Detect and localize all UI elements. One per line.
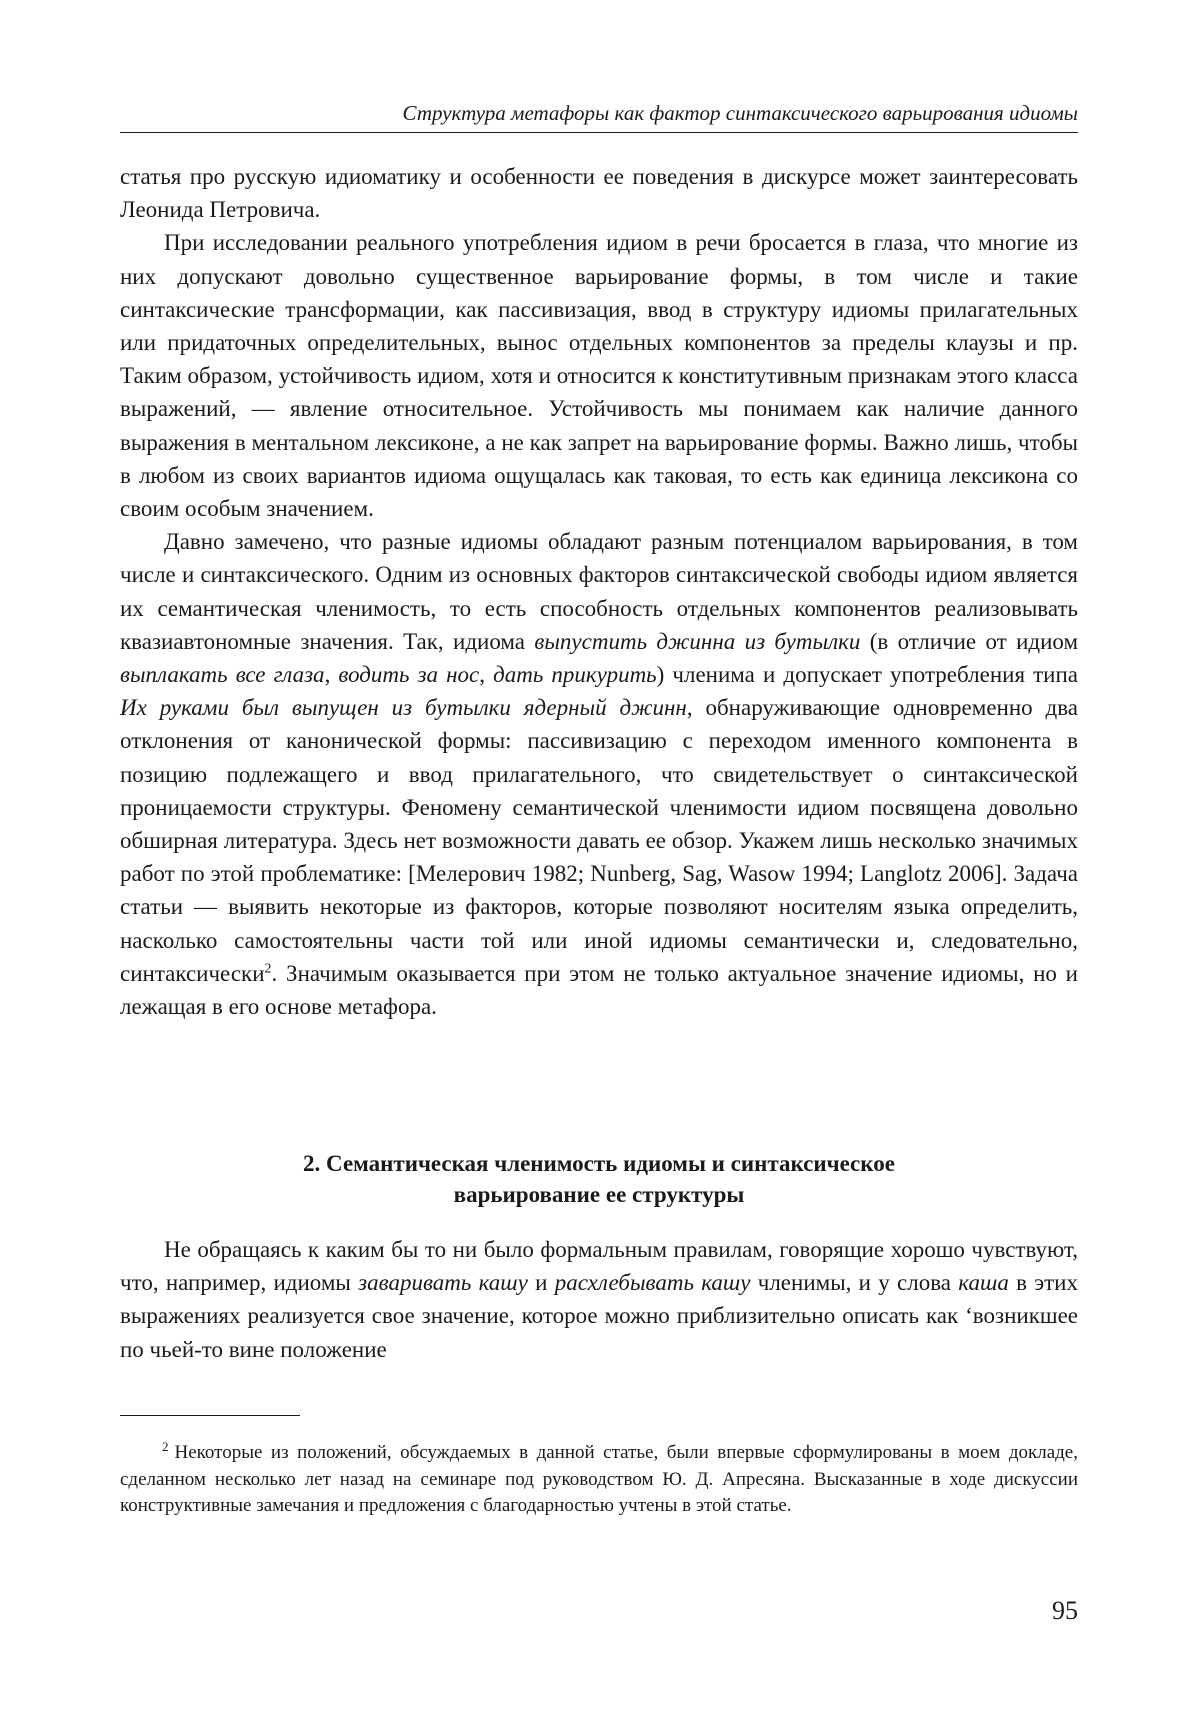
text-run: , обнаруживающие одновременно два отклонения от канонической формы: пассивизацию с переходом именного компонента в позицию подлежащего и ввод прилагательного, что свидетельствует о синтаксической проницаемости структуры. Феномену семантической членимости идиом посвящена довольно обширная литература. Здесь нет возможности давать ее обзор. Укажем лишь несколько значимых работ по этой проблематике: [Мелерович 1982; Nunberg, Sag, Wasow 1994; Langlotz 2006]. Задача статьи — выявить некоторые из факторов, которые позволяют носителям языка определить, насколько самостоятельны части той или иной идиомы семантически и, следовательно, синтаксически — [120, 695, 1078, 986]
text-run: Не обращаясь к каким бы то ни было формальным правилам, говорящие хорошо чувствуют, что, например, идиомы — [120, 1237, 1078, 1296]
text-run: Давно замечено, что разные идиомы обладают разным потенциалом варьирования, в том числе и синтаксического. Одним из основных факторов синтаксической свободы идиом является их семантическая членимость, то есть способность отдельных компонентов реализовывать квазиавтономные значения. Так, идиома — [120, 529, 1078, 654]
text-run: членимы, и у слова — [750, 1270, 959, 1296]
idiom-italic: каша — [958, 1270, 1009, 1296]
section-title-line-2: варьирование ее структуры — [453, 1182, 745, 1207]
paragraph-3 — [120, 525, 1078, 1023]
footnote-text: Некоторые из положений, обсуждаемых в данной статье, были впервые сформулированы в моем докладе, сделанном несколько лет назад на семинаре под руководством Ю. Д. Апресяна. Высказанные в ходе дискуссии конструктивные замечания и предложения с благодарностью учтены в этой статье. — [120, 1442, 1078, 1516]
text-run: , — [479, 662, 494, 688]
idiom-italic: водить за нос — [338, 662, 480, 688]
text-run: ) членима и допускает употребления типа — [656, 662, 1078, 688]
footnote-mark: 2 — [162, 1438, 169, 1454]
footnote — [120, 1440, 1078, 1520]
paragraph-1 — [120, 160, 1078, 226]
page-number: 95 — [1052, 1596, 1078, 1625]
paragraph-2 — [120, 226, 1078, 525]
text-run: (в отличие от идиом — [860, 628, 1079, 654]
idiom-italic: заваривать кашу — [358, 1270, 528, 1296]
text-run: в этих выражениях реализуется свое значение, которое можно приблизительно описать как ‘возникшее по чьей-то вине положение — [120, 1270, 1078, 1362]
idiom-italic: выплакать все глаза — [120, 662, 325, 688]
header-rule — [120, 132, 1078, 133]
body-text — [120, 160, 1078, 1023]
footnote-paragraph — [120, 1440, 1078, 1520]
idiom-italic: выпустить джинна из бутылки — [534, 628, 861, 654]
text-run: и — [527, 1270, 555, 1296]
section-title-line-1: 2. Семантическая членимость идиомы и синтаксическое — [303, 1151, 895, 1176]
running-head: Структура метафоры как фактор синтаксического варьирования идиомы — [402, 101, 1078, 125]
section-paragraph — [120, 1233, 1078, 1366]
idiom-italic: расхлебывать кашу — [554, 1270, 751, 1296]
section-body — [120, 1233, 1078, 1366]
text-run: При исследовании реального употребления идиом в речи бросается в глаза, что многие из них допускают довольно существенное варьирование формы, в том числе и такие синтаксические трансформации, как пассивизация, ввод в структуру идиомы прилагательных или придаточных определительных, вынос отдельных компонентов за пределы клаузы и пр. Таким образом, устойчивость идиом, хотя и относится к конститутивным признакам этого класса выражений, — явление относительное. Устойчивость мы понимаем как наличие данного выражения в ментальном лексиконе, а не как запрет на варьирование формы. Важно лишь, чтобы в любом из своих вариантов идиома ощущалась как таковая, то есть как единица лексикона со своим особым значением. — [120, 230, 1078, 522]
text-run: . Значимым оказывается при этом не только актуальное значение идиомы, но и лежащая в его основе метафора. — [120, 960, 1078, 1020]
idiom-italic: дать прикурить — [493, 662, 657, 688]
footnote-rule — [120, 1415, 300, 1416]
section-title — [120, 1148, 1078, 1210]
footnote-ref: 2 — [264, 961, 272, 977]
text-run: статья про русскую идиоматику и особенности ее поведения в дискурсе может заинтересовать Леонида Петровича. — [120, 164, 1078, 223]
idiom-italic: Их руками был выпущен из бутылки ядерный джинн — [120, 695, 687, 721]
text-run: , — [324, 662, 339, 688]
